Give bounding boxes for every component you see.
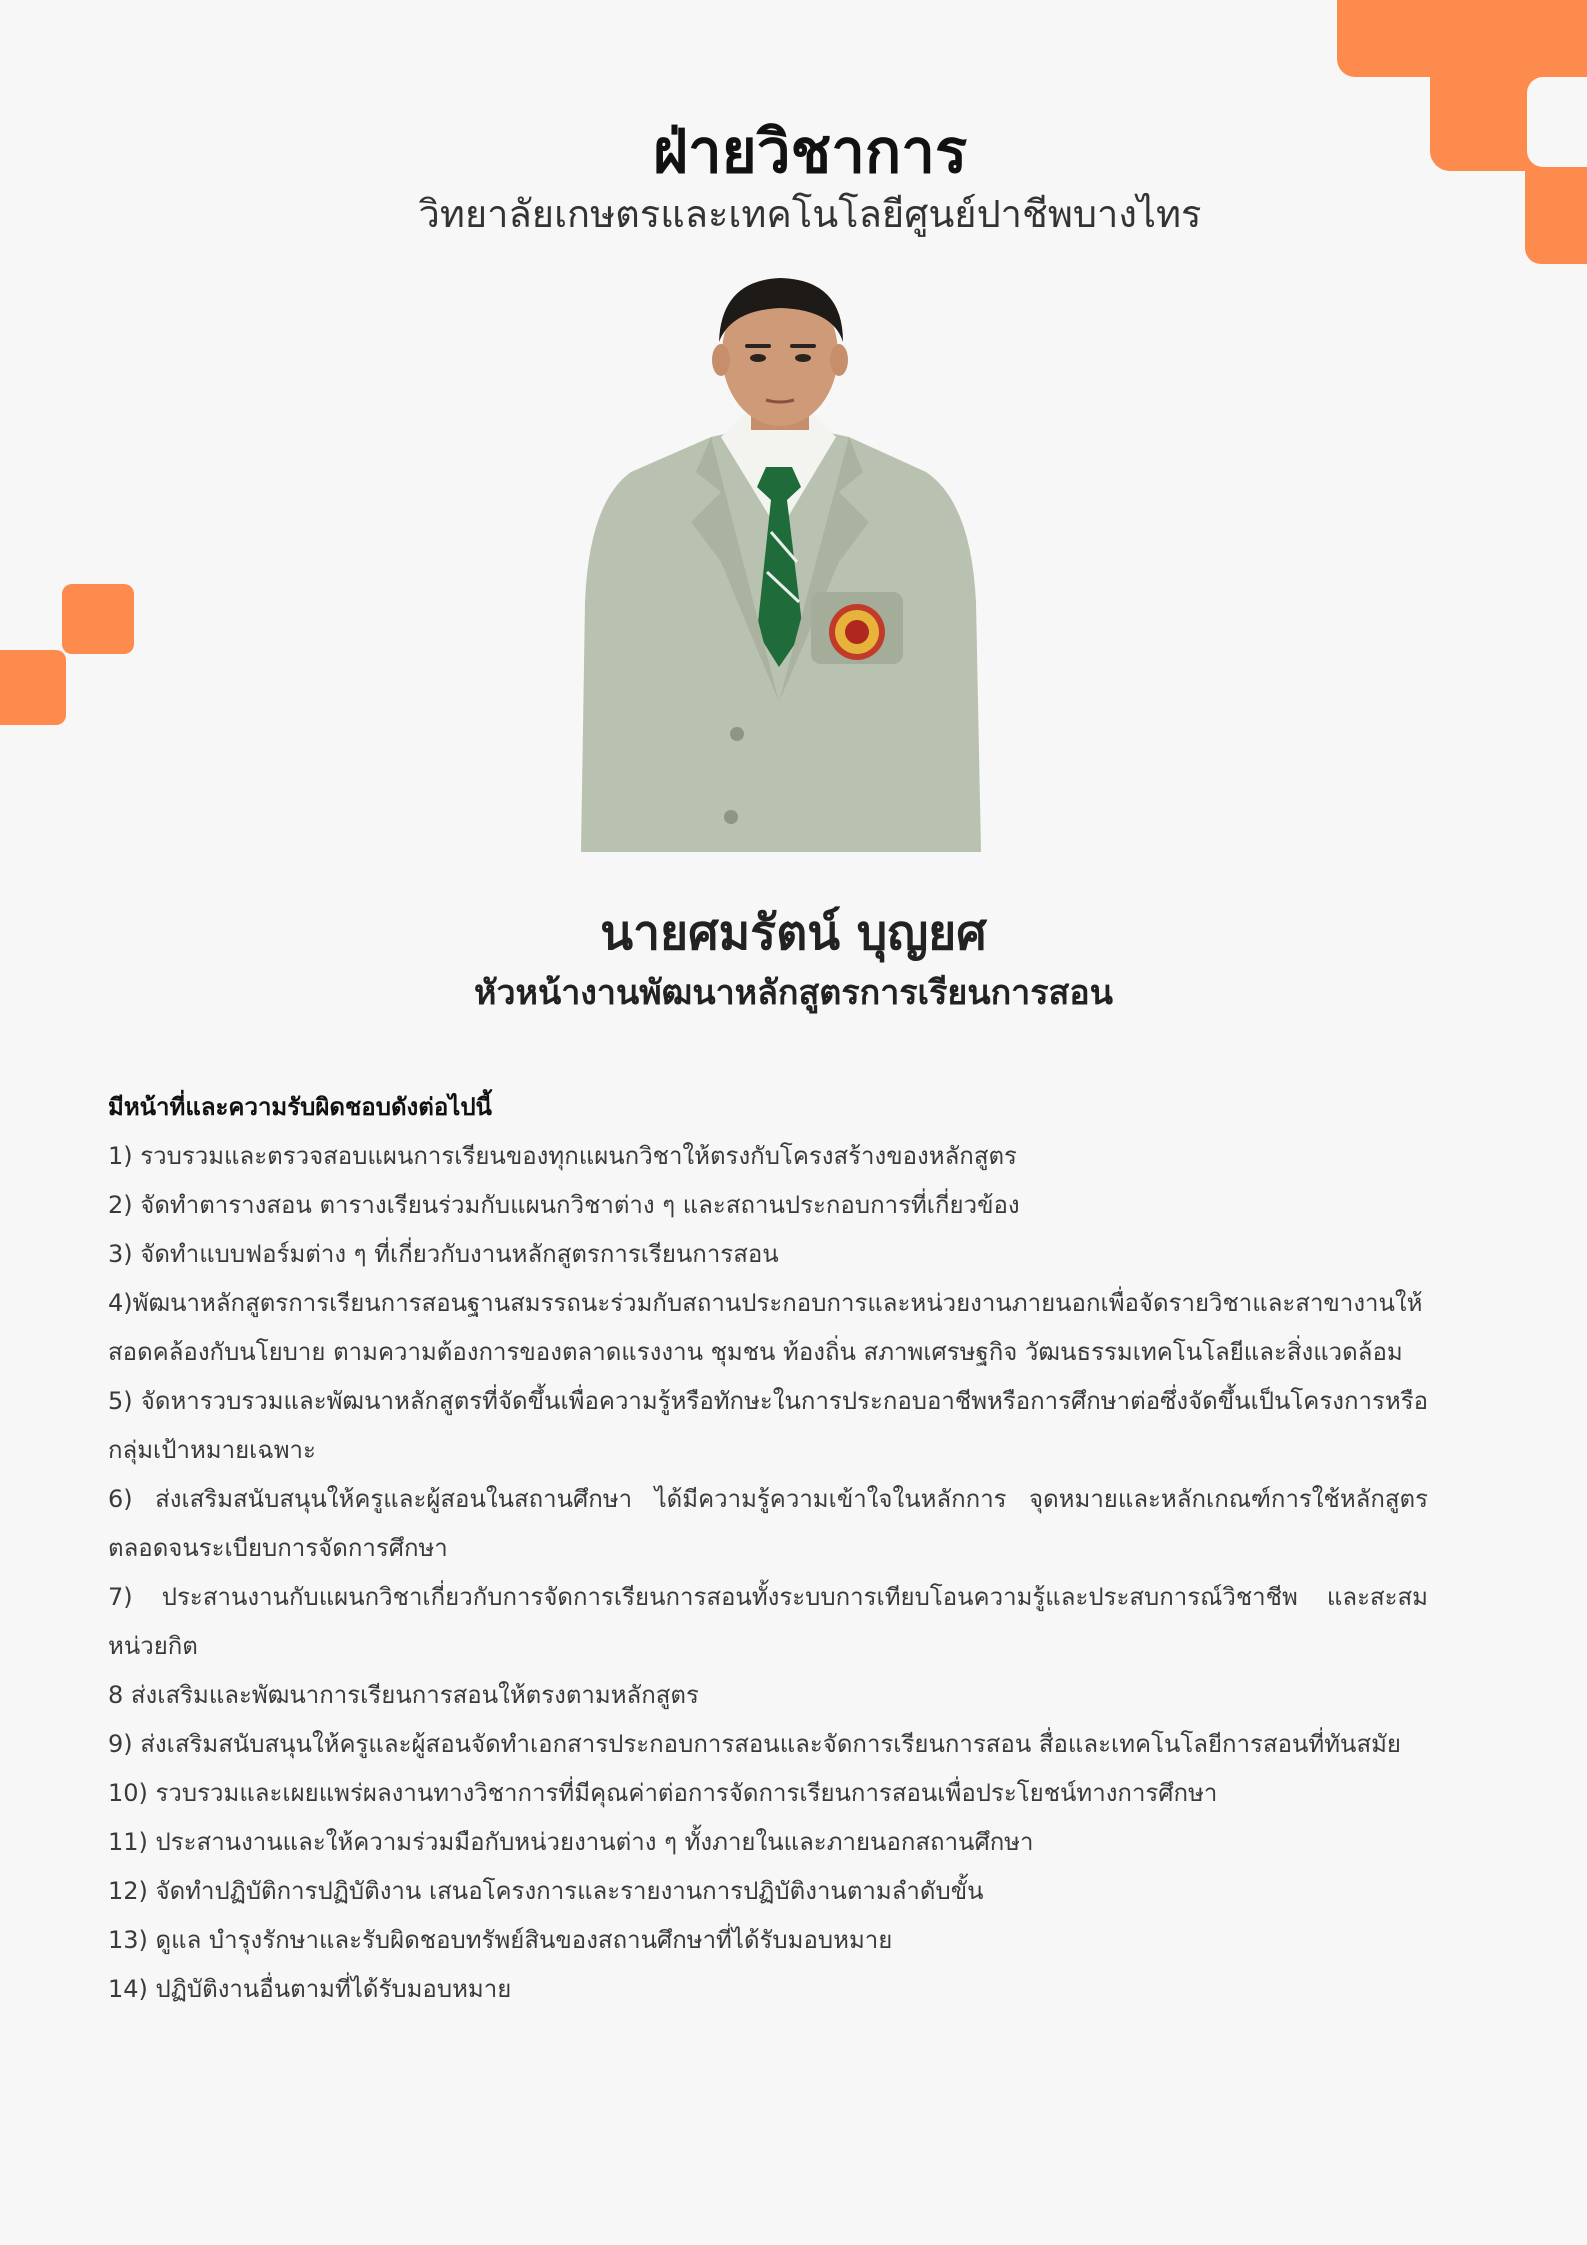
duty-item: 10) รวบรวมและเผยแพร่ผลงานทางวิชาการที่มีคุณค่าต่อการจัดการเรียนการสอนเพื่อประโยชน์ทางการศึกษา [108,1779,1218,1807]
decor-block-left-1 [62,584,134,654]
duty-item: 11) ประสานงานและให้ความร่วมมือกับหน่วยงานต่าง ๆ ทั้งภายในและภายนอกสถานศึกษา [108,1828,1034,1856]
person-position: หัวหน้างานพัฒนาหลักสูตรการเรียนการสอน [474,973,1113,1013]
duty-item: 2) จัดทำตารางสอน ตารางเรียนร่วมกับแผนกวิชาต่าง ๆ และสถานประกอบการที่เกี่ยวข้อง [108,1191,1020,1219]
duty-item: 7) ประสานงานกับแผนกวิชาเกี่ยวกับการจัดการเรียนการสอนทั้งระบบการเทียบโอนความรู้และประสบการณ์วิชาชีพ และสะสมหน่วยกิต [108,1583,1428,1660]
portrait-photo [571,272,988,852]
duty-item: 1) รวบรวมและตรวจสอบแผนการเรียนของทุกแผนกวิชาให้ตรงกับโครงสร้างของหลักสูตร [108,1142,1017,1170]
duty-item: 8 ส่งเสริมและพัฒนาการเรียนการสอนให้ตรงตามหลักสูตร [108,1681,699,1709]
page-subtitle: วิทยาลัยเกษตรและเทคโนโลยีศูนย์ปาชีพบางไทร [418,192,1202,236]
duty-item: 9) ส่งเสริมสนับสนุนให้ครูและผู้สอนจัดทำเอกสารประกอบการสอนและจัดการเรียนการสอน สื่อและเทคโนโลยีการสอนที่ทันสมัย [108,1730,1401,1758]
duty-item: 6) ส่งเสริมสนับสนุนให้ครูและผู้สอนในสถานศึกษา ได้มีความรู้ความเข้าใจในหลักการ จุดหมายและหลักเกณฑ์การใช้หลักสูตรตลอดจนระเบียบการจัดการศึกษา [108,1485,1428,1562]
duty-item: 5) จัดหารวบรวมและพัฒนาหลักสูตรที่จัดขึ้นเพื่อความรู้หรือทักษะในการประกอบอาชีพหรือการศึกษาต่อซึ่งจัดขึ้นเป็นโครงการหรือกลุ่มเป้าหมายเฉพาะ [108,1387,1428,1464]
page-title: ฝ่ายวิชาการ [652,117,968,187]
duties-heading: มีหน้าที่และความรับผิดชอบดังต่อไปนี้ [108,1093,492,1121]
duties-section [108,1083,1428,2014]
duty-item: 4)พัฒนาหลักสูตรการเรียนการสอนฐานสมรรถนะร่วมกับสถานประกอบการและหน่วยงานภายนอกเพื่อจัดรายวิชาและสาขางานให้สอดคล้องกับนโยบาย ตามความต้องการของตลาดแรงงาน ชุมชน ท้องถิ่น สภาพเศรษฐกิจ วัฒนธรรมเทคโนโลยีและสิ่งแวดล้อม [108,1289,1423,1366]
duty-item: 3) จัดทำแบบฟอร์มต่าง ๆ ที่เกี่ยวกับงานหลักสูตรการเรียนการสอน [108,1240,779,1268]
duty-item: 13) ดูแล บำรุงรักษาและรับผิดชอบทรัพย์สินของสถานศึกษาที่ได้รับมอบหมาย [108,1926,893,1954]
decor-block-left-2 [0,650,66,725]
duty-item: 12) จัดทำปฏิบัติการปฏิบัติงาน เสนอโครงการและรายงานการปฏิบัติงานตามลำดับขั้น [108,1877,984,1905]
duty-item: 14) ปฏิบัติงานอื่นตามที่ได้รับมอบหมาย [108,1975,512,2003]
person-name: นายศมรัตน์ บุญยศ [600,905,987,961]
